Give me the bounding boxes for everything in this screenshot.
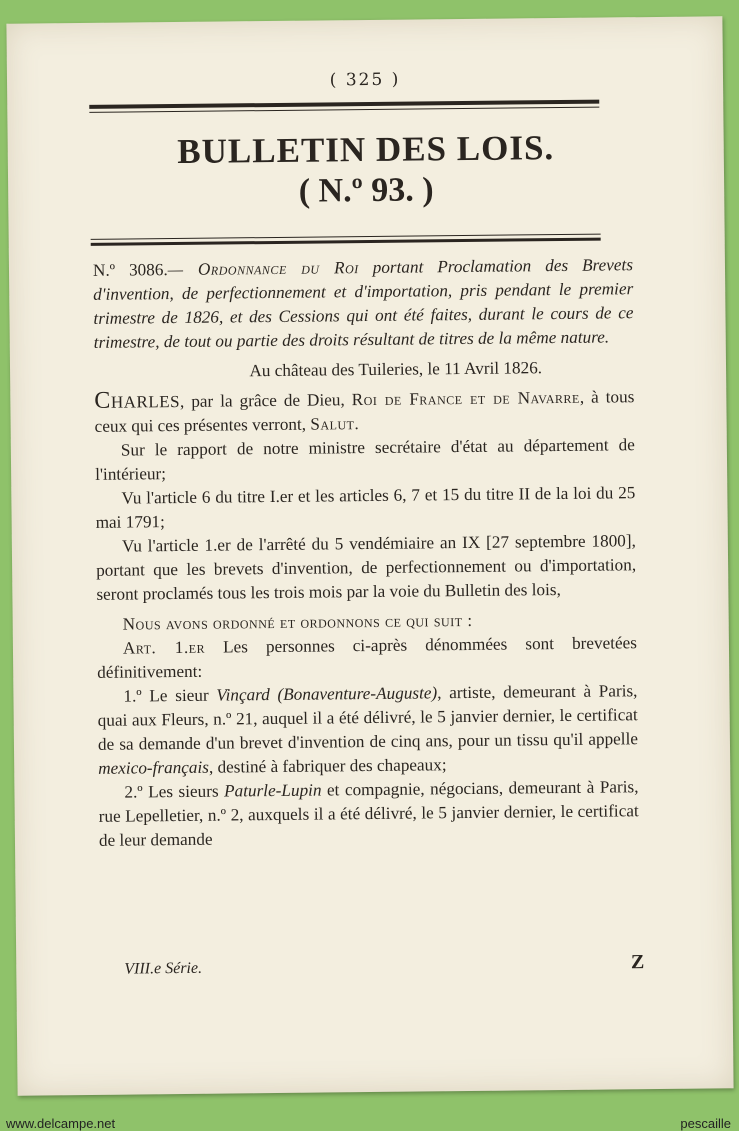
bulletin-title: BULLETIN DES LOIS. [177, 128, 555, 171]
item-2-text: et compagnie, négocians, demeurant à Paris, rue Lepelletier, n.º 2, auxquels il a été délivré, le 5 janvier dernier, le certificat de leur demande [98, 777, 639, 850]
page-footer [124, 951, 645, 978]
article-1 [97, 631, 637, 685]
decree-title: — Ordonnance du Roi [167, 258, 359, 280]
salut: Salut. [310, 414, 360, 434]
signature-mark: Z [630, 951, 645, 974]
decree-heading [93, 253, 634, 355]
paragraph-rapport: Sur le rapport de notre ministre secrétaire d'état au département de l'intérieur; [95, 435, 635, 484]
item-1-end: , destiné à fabriquer des chapeaux; [208, 755, 447, 777]
item-1-text: , artiste, demeurant à Paris, quai aux Fleurs, n.º 21, auquel il a été délivré, le 5 janvier dernier, le certificat de sa demande d'un brevet d'invention de cinq ans, pour un tissu qu'il appelle [97, 681, 639, 754]
list-item [97, 679, 638, 781]
decree-summary: portant Proclamation des Brevets d'invention, de perfectionnement et d'importation, pris pendant le premier trimestre de 1826, et des Cessions qui ont été faites, durant le cours de ce trimestre, de tout ou partie des droits résultant de titres de la même nature. [93, 255, 634, 352]
document-body [93, 253, 639, 853]
king-title: Roi de France et de Navarre [351, 387, 580, 410]
item-2-name: Paturle-Lupin [223, 780, 322, 801]
decree-date: Au château des Tuileries, le 11 Avril 1826. [249, 358, 543, 381]
page-number: ( 325 ) [329, 69, 401, 91]
item-2-number: 2.º Les sieurs [124, 781, 225, 802]
paragraph-vu-loi: Vu l'article 6 du titre I.er et les articles 6, 7 et 15 du titre II de la loi du 25 mai 1791; [95, 483, 636, 532]
series-label: VIII.e Série. [124, 959, 203, 978]
list-item [98, 775, 639, 853]
article-text: Les personnes ci-après dénommées sont brevetées définitivement: [97, 633, 638, 682]
greeting-part-1: , par la grâce de Dieu, [179, 390, 352, 411]
article-label: Art. 1.er [122, 637, 206, 658]
watermark-right: pescaille [680, 1116, 731, 1131]
item-1-number: 1.º Le sieur [123, 685, 217, 706]
document-page [6, 16, 733, 1095]
watermark-left: www.delcampe.net [6, 1116, 116, 1131]
decree-number: N.º 3086. [92, 260, 168, 280]
king-name: Charles [94, 386, 181, 414]
greeting-part-2: , à tous ceux qui ces présentes verront, [94, 387, 635, 436]
royal-greeting [94, 383, 634, 439]
item-1-name: Vinçard (Bonaventure-Auguste) [216, 683, 438, 705]
item-1-product: mexico-français [98, 757, 210, 778]
ordonne-line: Nous avons ordonné et ordonnons ce qui suit : [122, 610, 473, 634]
paragraph-vu-arrete: Vu l'article 1.er de l'arrêté du 5 vendémiaire an IX [27 septembre 1800], portant que les brevets d'invention, de perfectionnement ou d'importation, seront proclamés tous les trois mois par la voie du Bulletin des lois, [96, 531, 637, 604]
bulletin-number: ( N.º 93. ) [298, 171, 434, 210]
